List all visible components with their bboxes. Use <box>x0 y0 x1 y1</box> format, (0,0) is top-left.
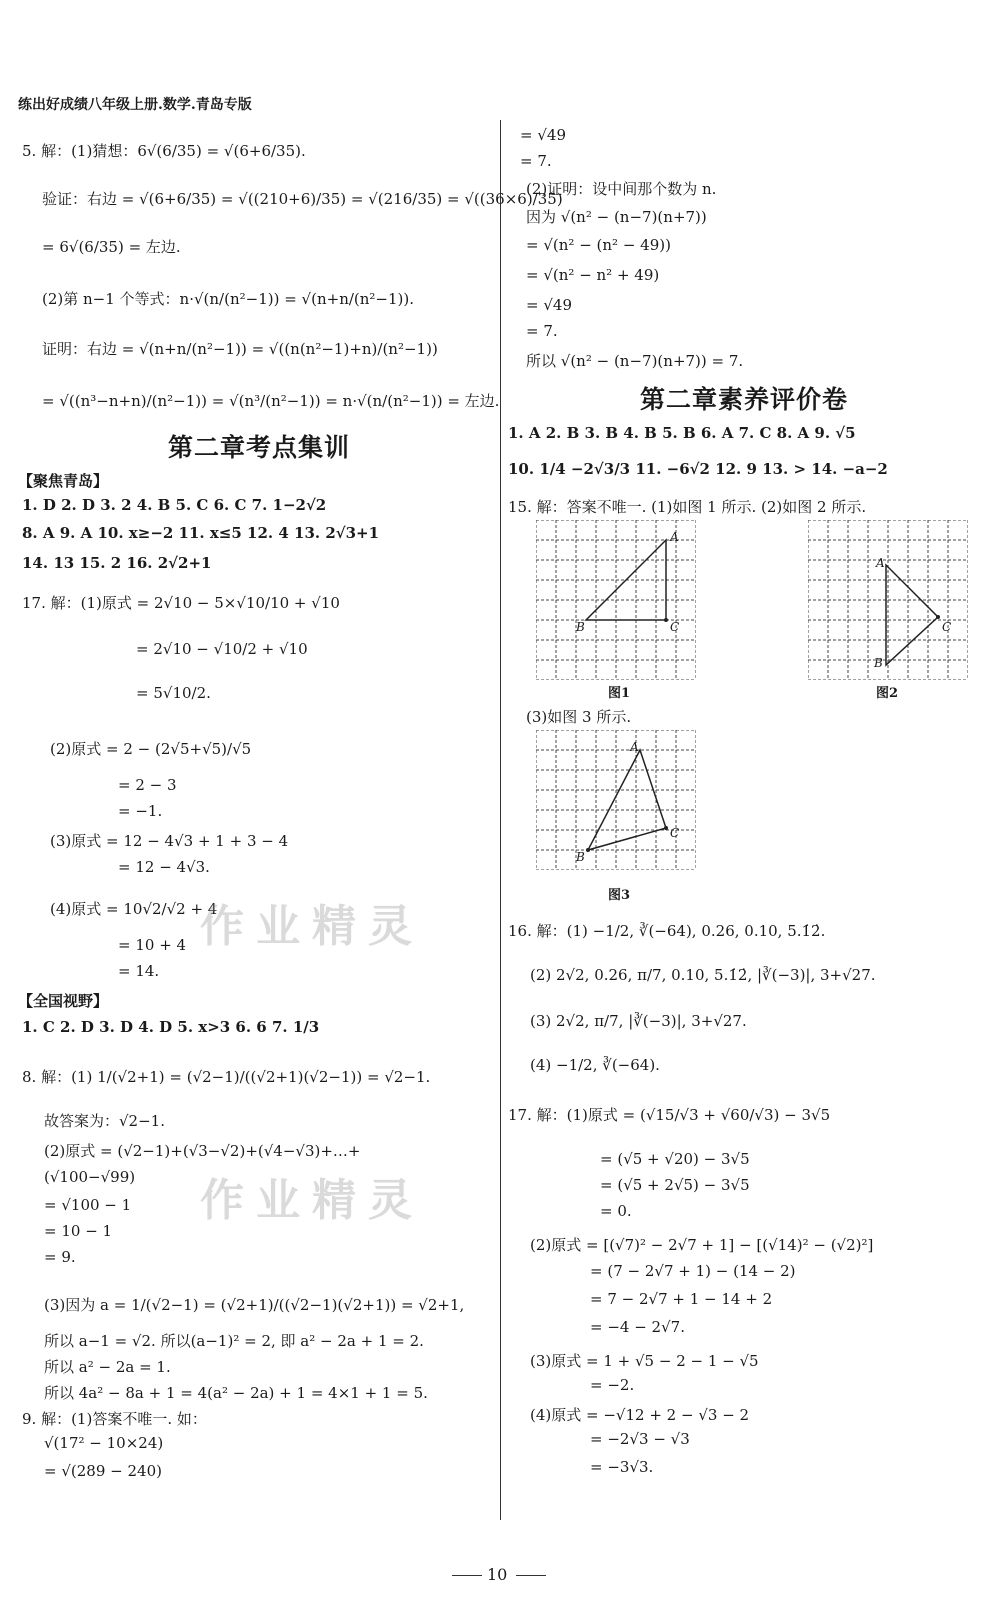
q17-line: = (√5 + 2√5) − 3√5 <box>600 1176 750 1194</box>
q8-line: (3)因为 a = 1/(√2−1) = (√2+1)/((√2−1)(√2+1)) = √2+1, <box>44 1296 465 1314</box>
proof-line: 因为 √(n² − (n−7)(n+7)) <box>526 208 707 226</box>
q17-line: (2)原式 = 2 − (2√5+√5)/√5 <box>50 740 252 758</box>
q16-line: (2) 2√2, 0.26, π/7, 0.10, 5.1̇2̇, |∛(−3)|, 3+√27. <box>530 966 876 984</box>
q17-line: = −1. <box>118 802 163 820</box>
q5-line: = √((n³−n+n)/(n²−1)) = √(n³/(n²−1)) = n·√(n/(n²−1)) = 左边. <box>42 392 500 410</box>
proof-line: = 7. <box>520 152 552 170</box>
q17-line: 17. 解：(1)原式 = 2√10 − 5×√10/10 + √10 <box>22 594 340 612</box>
section-tag: 【全国视野】 <box>18 992 109 1010</box>
q17-line: (4)原式 = 10√2/√2 + 4 <box>50 900 218 918</box>
q8-line: = 10 − 1 <box>44 1222 113 1240</box>
watermark-text: 作业精灵 <box>200 901 424 952</box>
q17-line: = 2√10 − √10/2 + √10 <box>136 640 308 658</box>
figure-caption: 图1 <box>608 686 631 701</box>
page-number: 10 <box>487 1565 508 1584</box>
q17-line: (3)原式 = 1 + √5 − 2 − 1 − √5 <box>530 1352 759 1370</box>
q17-line: = 5√10/2. <box>136 684 211 702</box>
q17-line: = −2. <box>590 1376 635 1394</box>
answer-row: 1. D 2. D 3. 2 4. B 5. C 6. C 7. 1−2√2 <box>22 496 327 514</box>
proof-line: = 7. <box>526 322 558 340</box>
proof-line: = √(n² − (n² − 49)) <box>526 236 671 254</box>
section-title: 第二章考点集训 <box>168 433 351 462</box>
q8-line: 所以 a² − 2a = 1. <box>44 1358 171 1376</box>
q17-line: = (√5 + √20) − 3√5 <box>600 1150 750 1168</box>
q8-line: (2)原式 = (√2−1)+(√3−√2)+(√4−√3)+…+ <box>44 1142 361 1160</box>
q17-line: = 0. <box>600 1202 632 1220</box>
point-label: B <box>576 620 585 634</box>
q17-line: = 14. <box>118 962 160 980</box>
q5-line: = 6√(6/35) = 左边. <box>42 238 181 256</box>
q5-line: (2)第 n−1 个等式：n·√(n/(n²−1)) = √(n+n/(n²−1)). <box>42 290 415 308</box>
q17-line: (3)原式 = 12 − 4√3 + 1 + 3 − 4 <box>50 832 289 850</box>
point-label: C <box>942 620 952 634</box>
q8-line: 所以 4a² − 8a + 1 = 4(a² − 2a) + 1 = 4×1 + 1 = 5. <box>44 1384 428 1402</box>
q16-line: (4) −1/2, ∛(−64). <box>530 1056 660 1074</box>
q17-line: = −3√3. <box>590 1458 654 1476</box>
q8-line: 所以 a−1 = √2. 所以(a−1)² = 2, 即 a² − 2a + 1 = 2. <box>44 1332 424 1350</box>
q9-line: √(17² − 10×24) <box>44 1434 164 1452</box>
figure-caption: 图3 <box>608 888 631 903</box>
q8-line: = √100 − 1 <box>44 1196 132 1214</box>
grid-figure-1 <box>536 520 696 680</box>
proof-line: = √(n² − n² + 49) <box>526 266 660 284</box>
q17-line: = −2√3 − √3 <box>590 1430 690 1448</box>
q16-line: 16. 解：(1) −1/2, ∛(−64), 0.26, 0.10, 5.1̇2̇. <box>508 922 826 940</box>
point-label: B <box>576 850 585 864</box>
answer-row: 1. A 2. B 3. B 4. B 5. B 6. A 7. C 8. A 9. √5 <box>508 424 856 442</box>
q17-line: 17. 解：(1)原式 = (√15/√3 + √60/√3) − 3√5 <box>508 1106 831 1124</box>
q5-line: 验证：右边 = √(6+6/35) = √((210+6)/35) = √(216/35) = √((36×6)/35) <box>42 190 563 208</box>
proof-line: = √49 <box>520 126 566 144</box>
answer-row: 8. A 9. A 10. x≥−2 11. x≤5 12. 4 13. 2√3+1 <box>22 524 380 542</box>
proof-line: (2)证明：设中间那个数为 n. <box>526 180 717 198</box>
q17-line: = 2 − 3 <box>118 776 177 794</box>
answer-row: 1. C 2. D 3. D 4. D 5. x>3 6. 6 7. 1/3 <box>22 1018 320 1036</box>
proof-line: 所以 √(n² − (n−7)(n+7)) = 7. <box>526 352 744 370</box>
point-label: A <box>670 530 679 544</box>
figure-2 <box>808 520 968 680</box>
point-label: C <box>670 826 680 840</box>
triangle-abc <box>588 750 666 850</box>
q8-line: = 9. <box>44 1248 76 1266</box>
answer-row: 14. 13 15. 2 16. 2√2+1 <box>22 554 212 572</box>
q5-line: 证明：右边 = √(n+n/(n²−1)) = √((n(n²−1)+n)/(n²−1)) <box>42 340 438 358</box>
point-label: C <box>670 620 680 634</box>
figure-3 <box>536 730 696 870</box>
q8-line: (√100−√99) <box>44 1168 136 1186</box>
grid-figure-3 <box>536 730 696 870</box>
q5-line: 5. 解：(1)猜想：6√(6/35) = √(6+6/35). <box>22 142 306 160</box>
figure-caption: 图2 <box>876 686 899 701</box>
section-tag: 【聚焦青岛】 <box>18 472 109 490</box>
grid-figure-2 <box>808 520 968 680</box>
point-label: A <box>876 556 885 570</box>
answer-row: 10. 1/4 −2√3/3 11. −6√2 12. 9 13. > 14. −a−2 <box>508 460 888 478</box>
q8-line: 故答案为：√2−1. <box>44 1112 165 1130</box>
q17-line: = 10 + 4 <box>118 936 187 954</box>
section-title: 第二章素养评价卷 <box>640 385 849 414</box>
proof-line: = √49 <box>526 296 572 314</box>
q9-line: = √(289 − 240) <box>44 1462 162 1480</box>
page-number-rule <box>452 1575 482 1576</box>
q9-line: 9. 解：(1)答案不唯一. 如： <box>22 1410 207 1428</box>
point-label: B <box>874 656 883 670</box>
q15-line: (3)如图 3 所示. <box>526 708 632 726</box>
q17-line: = 7 − 2√7 + 1 − 14 + 2 <box>590 1290 773 1308</box>
q15-line: 15. 解：答案不唯一. (1)如图 1 所示. (2)如图 2 所示. <box>508 498 867 516</box>
watermark-text: 作业精灵 <box>200 1175 424 1226</box>
q8-line: 8. 解：(1) 1/(√2+1) = (√2−1)/((√2+1)(√2−1)) = √2−1. <box>22 1068 431 1086</box>
q17-line: = 12 − 4√3. <box>118 858 210 876</box>
q17-line: = −4 − 2√7. <box>590 1318 685 1336</box>
figure-1 <box>536 520 696 680</box>
q17-line: (2)原式 = [(√7)² − 2√7 + 1] − [(√14)² − (√2)²] <box>530 1236 874 1254</box>
page-number-rule <box>516 1575 546 1576</box>
column-divider <box>500 120 501 1520</box>
q16-line: (3) 2√2, π/7, |∛(−3)|, 3+√27. <box>530 1012 747 1030</box>
q17-line: = (7 − 2√7 + 1) − (14 − 2) <box>590 1262 796 1280</box>
q17-line: (4)原式 = −√12 + 2 − √3 − 2 <box>530 1406 750 1424</box>
point-label: A <box>630 740 639 754</box>
page-header: 练出好成绩八年级上册.数学.青岛专版 <box>18 97 252 113</box>
